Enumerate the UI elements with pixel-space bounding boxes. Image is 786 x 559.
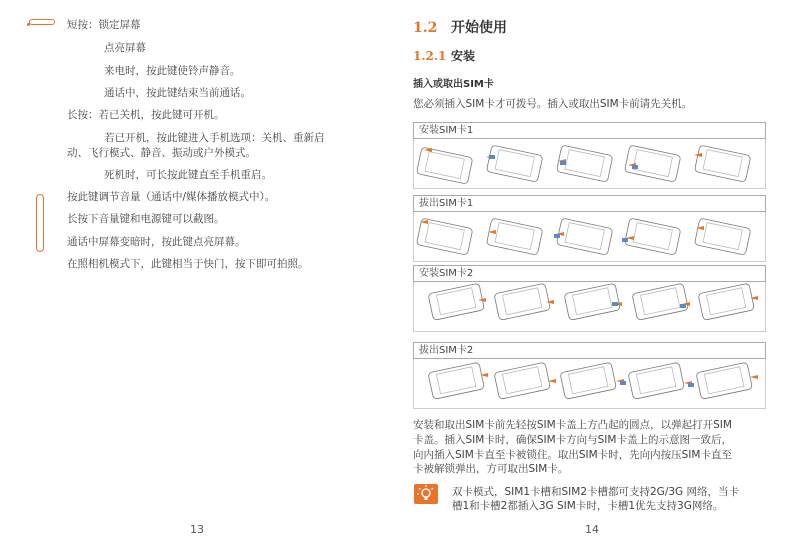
page-number-right: 14 (585, 523, 599, 536)
text-line: 点亮屏幕 (104, 42, 146, 54)
tip-line: 双卡模式，SIM1卡槽和SIM2卡槽都可支持2G/3G 网络，当卡 (452, 486, 740, 498)
text-line: 通话中，按此键结束当前通话。 (104, 87, 251, 99)
body-line: 卡被解锁弹出，方可取出SIM卡。 (413, 463, 569, 475)
text-line: 来电时，按此键使铃声静音。 (104, 65, 241, 77)
subsection-title: 安装 (451, 49, 476, 63)
sim-heading: 插入或取出SIM卡 (413, 79, 494, 90)
figure-install-sim1 (413, 139, 766, 189)
section-number: 1.2 (413, 20, 438, 36)
body-line: 向内插入SIM卡直至卡被锁住。取出SIM卡时，先向内按压SIM卡直至 (413, 449, 732, 461)
power-key-dot-icon (27, 23, 30, 26)
phones-illustration-2 (414, 212, 766, 262)
subsection-heading (413, 47, 475, 64)
panel-label-remove-sim2: 拔出SIM卡2 (413, 342, 766, 359)
text-line: 在照相机模式下，此键相当于快门，按下即可拍照。 (67, 258, 309, 270)
intro-text: 您必须插入SIM卡才可拨号。插入或取出SIM卡前请先关机。 (413, 98, 693, 110)
panel-label-install-sim1: 安装SIM卡1 (413, 122, 766, 139)
text-line: 通话中屏幕变暗时，按此键点亮屏幕。 (67, 236, 246, 248)
page-number-left: 13 (190, 523, 204, 536)
body-line: 卡盖。插入SIM卡时，确保SIM卡方向与SIM卡盖上的示意图一致后， (413, 434, 732, 446)
text-line: 动、飞行模式、静音、振动或户外模式。 (67, 147, 256, 159)
body-line: 安装和取出SIM卡前先轻按SIM卡盖上方凸起的圆点，以弹起打开SIM (413, 419, 732, 431)
panel-label-remove-sim1: 拔出SIM卡1 (413, 195, 766, 212)
power-key-icon (29, 19, 55, 25)
volume-key-icon (36, 194, 44, 252)
text-line: 死机时，可长按此键直至手机重启。 (104, 169, 272, 181)
figure-remove-sim2 (413, 359, 766, 409)
figure-install-sim2 (413, 282, 766, 332)
lightbulb-icon (414, 484, 438, 504)
section-title: 开始使用 (451, 20, 507, 36)
phones-illustration-3 (414, 282, 766, 332)
text-line: 长按下音量键和电源键可以截图。 (67, 213, 225, 225)
text-line: 按此键调节音量（通话中/媒体播放模式中）。 (67, 191, 276, 203)
figure-remove-sim1 (413, 212, 766, 262)
panel-label-install-sim2: 安装SIM卡2 (413, 265, 766, 282)
text-line: 短按：锁定屏幕 (67, 19, 141, 31)
subsection-number: 1.2.1 (413, 49, 447, 63)
phones-illustration-4 (414, 359, 766, 409)
text-line: 长按：若已关机，按此键可开机。 (67, 109, 225, 121)
text-line: 若已开机，按此键进入手机选项：关机、重新启 (104, 132, 325, 144)
section-heading (413, 17, 507, 37)
tip-line: 槽1和卡槽2都插入3G SIM卡时，卡槽1优先支持3G网络。 (452, 500, 724, 512)
tip-icon (414, 484, 438, 504)
phones-illustration-1 (414, 139, 766, 189)
